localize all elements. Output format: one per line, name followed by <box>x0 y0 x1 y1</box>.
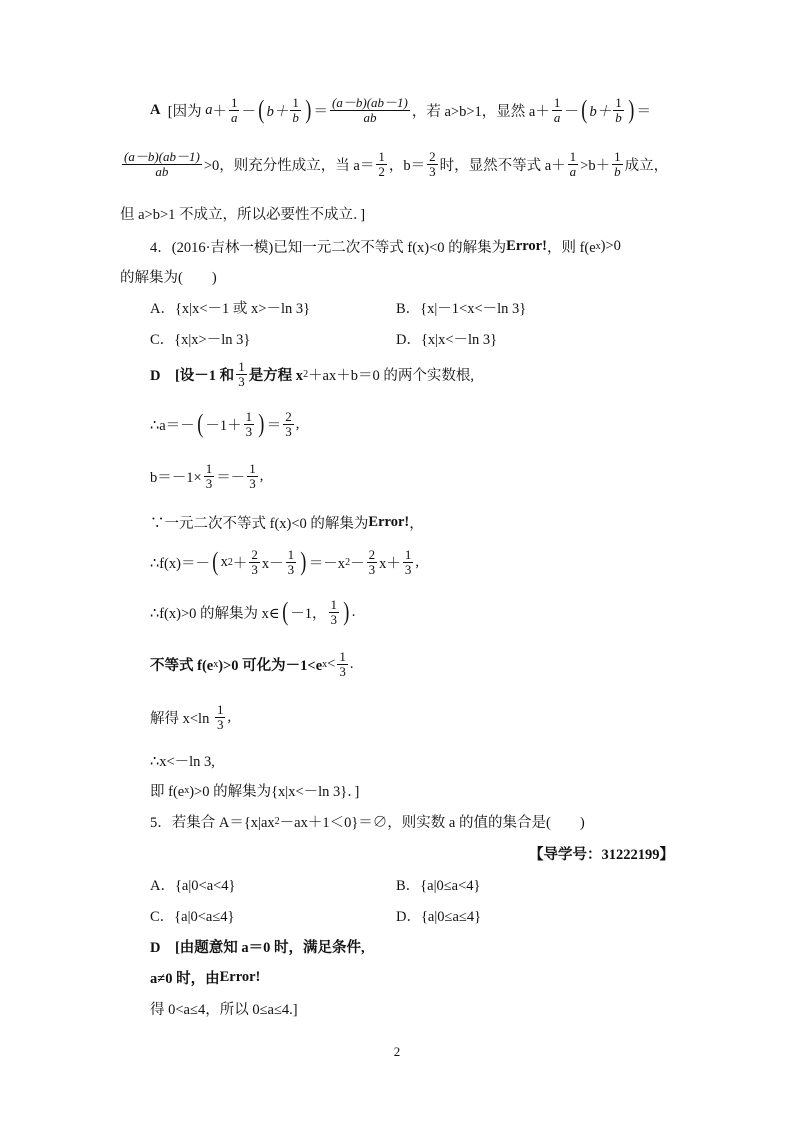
text: －ax＋1＜0}＝∅，则实数 a 的值的集合是( ) <box>279 815 585 831</box>
text: b＝－1× <box>150 469 202 486</box>
numerator: 1 <box>292 95 299 110</box>
solution4-line1 <box>150 360 474 388</box>
denominator: a <box>230 109 238 125</box>
superscript: x <box>595 241 601 252</box>
text: 即 f(e <box>150 784 185 800</box>
text: － <box>564 103 579 120</box>
answer-letter: A <box>150 101 161 118</box>
paren-right: ) <box>305 95 312 125</box>
text: , <box>227 708 232 725</box>
solution4-line3 <box>150 462 263 490</box>
text: 的解集为( ) <box>120 270 217 286</box>
solution4-line2 <box>150 410 299 438</box>
text: ＋ <box>232 555 248 572</box>
text: 【导学号：31222199】 <box>529 847 674 863</box>
option-c <box>150 328 250 349</box>
text: ＝ <box>313 103 329 120</box>
fraction <box>613 96 624 124</box>
denominator: 3 <box>245 423 253 439</box>
option-text: C．{x|x>－ln 3} <box>150 332 251 348</box>
text: 是方程 x <box>248 367 304 384</box>
numerator: 1 <box>230 95 238 110</box>
text: . <box>349 655 354 672</box>
denominator: 3 <box>285 423 292 439</box>
text: ∴f(x)>0 的解集为 x∈ <box>150 605 280 622</box>
text: ，若 a>b>1，显然 a <box>411 103 536 120</box>
solution5-line2 <box>150 967 260 988</box>
fraction <box>249 548 260 576</box>
superscript: 2 <box>345 556 351 568</box>
option-text: A．{a|0<a<4} <box>150 878 236 894</box>
text: ， <box>409 516 424 532</box>
fraction <box>337 650 348 678</box>
question4-stem2 <box>120 266 217 287</box>
fraction <box>283 410 294 438</box>
text: D [由题意知 a＝0 时，满足条件, <box>150 940 365 956</box>
text: 解得 x<ln <box>150 710 210 727</box>
denominator: 3 <box>287 561 295 577</box>
text: 4．(2016·吉林一模)已知一元二次不等式 f(x)<0 的解集为 <box>150 240 507 256</box>
superscript: x <box>213 658 219 670</box>
paren-left: ( <box>581 95 588 125</box>
fraction <box>367 548 378 576</box>
denominator: 3 <box>330 611 338 627</box>
question5-stem <box>150 811 585 832</box>
denominator: ab <box>363 109 377 125</box>
numerator: 1 <box>216 702 224 717</box>
numerator: 1 <box>378 149 385 164</box>
text: ，b＝ <box>388 157 426 174</box>
text: ，则 f(e <box>546 240 596 256</box>
denominator: 3 <box>404 561 412 577</box>
denominator: 3 <box>249 475 256 491</box>
text: － <box>241 103 256 120</box>
superscript: 2 <box>274 816 280 827</box>
option-text: C．{a|0<a≤4} <box>150 909 235 925</box>
answer3-line2 <box>120 150 668 178</box>
fraction <box>290 96 301 124</box>
denominator: 3 <box>238 373 245 389</box>
text: ＝ <box>636 103 651 120</box>
denominator: 3 <box>429 163 436 179</box>
solution4-line4 <box>150 512 424 533</box>
numerator: (a－b)(ab－1) <box>124 149 200 164</box>
answer3-line3 <box>120 203 365 224</box>
denominator: b <box>615 109 622 125</box>
text: ∵一元二次不等式 f(x)<0 的解集为 <box>150 516 369 532</box>
text: )>0 <box>600 238 621 254</box>
numerator: 1 <box>404 547 412 562</box>
option-text: A．{x|x<－1 或 x>－ln 3} <box>150 301 311 317</box>
solution4-line7 <box>150 650 353 678</box>
solution4-line9 <box>150 750 215 771</box>
text: ＋ <box>212 103 227 120</box>
text: 不等式 f(e <box>150 657 214 674</box>
text: a≠0 时，由 <box>150 971 220 987</box>
text: ∴a＝－ <box>150 417 195 434</box>
option-c <box>150 905 235 926</box>
numerator: 1 <box>615 95 622 110</box>
option-b <box>396 297 526 318</box>
text: . <box>351 603 356 620</box>
text: b＋ <box>589 103 612 120</box>
text: ＝ <box>266 417 282 434</box>
paren-right: ) <box>343 597 350 627</box>
denominator: b <box>292 109 299 125</box>
denominator: a <box>569 163 577 179</box>
page-number: 2 <box>393 1044 401 1059</box>
superscript: 2 <box>303 368 309 380</box>
text: 5．若集合 A＝{x|ax <box>150 815 275 831</box>
text: x <box>220 553 228 570</box>
text: a <box>205 101 213 118</box>
text: x－ <box>261 555 284 572</box>
option-a <box>150 297 310 318</box>
error-text: Error! <box>219 969 261 985</box>
text: )>0 的解集为{x|x<－ln 3}．] <box>189 784 360 800</box>
text: 得 0<a≤4，所以 0≤a≤4.] <box>150 1002 298 1018</box>
text: , <box>415 553 419 570</box>
text: － <box>350 555 365 572</box>
fraction <box>215 703 226 731</box>
question4-stem <box>150 236 621 257</box>
fraction <box>229 96 240 124</box>
text: < <box>327 655 336 672</box>
text: 但 a>b>1 不成立，所以必要性不成立．] <box>120 207 366 223</box>
superscript: 2 <box>227 556 233 568</box>
fraction <box>329 598 340 626</box>
superscript: x <box>322 658 328 670</box>
option-text: D．{a|0≤a≤4} <box>396 909 482 925</box>
numerator: 2 <box>251 547 258 562</box>
numerator: (a－b)(ab－1) <box>332 95 408 110</box>
numerator: 1 <box>614 149 621 164</box>
paren-right: ) <box>258 409 265 439</box>
denominator: 2 <box>378 163 385 179</box>
denominator: 3 <box>251 561 258 577</box>
denominator: b <box>614 163 621 179</box>
text: 时，显然不等式 a＋ <box>439 157 566 174</box>
fraction <box>236 360 247 388</box>
text: ＋ <box>535 103 550 120</box>
solution4-line5 <box>150 548 419 576</box>
solution4-line8 <box>150 703 231 731</box>
numerator: 1 <box>249 461 256 476</box>
superscript: x <box>184 785 190 796</box>
error-text: Error! <box>368 514 410 530</box>
text: >0，则充分性成立，当 a＝ <box>203 157 375 174</box>
fraction <box>403 548 414 576</box>
guide-number <box>529 843 674 864</box>
option-text: D．{x|x<－ln 3} <box>396 332 498 348</box>
text: ∴f(x)＝－ <box>150 555 210 572</box>
fraction <box>552 96 563 124</box>
text: 成立， <box>624 157 669 174</box>
numerator: 2 <box>285 409 292 424</box>
numerator: 2 <box>429 149 436 164</box>
fraction <box>612 150 623 178</box>
denominator: 3 <box>205 475 213 491</box>
numerator: 1 <box>569 149 577 164</box>
fraction <box>568 150 579 178</box>
fraction <box>427 150 438 178</box>
text: D [设－1 和 <box>150 367 235 384</box>
numerator: 1 <box>245 409 253 424</box>
paren-right: ) <box>300 547 307 577</box>
text: )>0 可化为－1<e <box>218 657 323 674</box>
option-d <box>396 905 481 926</box>
text: ＝－ <box>216 469 246 486</box>
text: , <box>259 467 264 484</box>
solution4-line6 <box>150 598 355 626</box>
fraction <box>330 96 410 124</box>
solution5-line1 <box>150 936 365 957</box>
numerator: 1 <box>339 649 346 664</box>
numerator: 1 <box>287 547 295 562</box>
text: x＋ <box>379 555 401 572</box>
option-a <box>150 874 236 895</box>
denominator: 3 <box>216 716 224 732</box>
fraction <box>122 150 202 178</box>
option-text: B．{a|0≤a<4} <box>396 878 481 894</box>
option-text: B．{x|－1<x<－ln 3} <box>396 301 527 317</box>
answer3-line1 <box>150 96 651 124</box>
denominator: 3 <box>339 663 346 679</box>
denominator: ab <box>155 163 169 179</box>
text: ＋ax＋b＝0 的两个实数根, <box>308 367 474 384</box>
paren-left: ( <box>196 409 204 439</box>
fraction <box>376 150 387 178</box>
text: ＝－x <box>308 555 346 572</box>
solution4-line10 <box>150 780 359 801</box>
text: ∴x<－ln 3, <box>150 754 215 770</box>
text: b＋ <box>266 103 289 120</box>
paren-left: ( <box>258 95 265 125</box>
numerator: 1 <box>330 597 338 612</box>
fraction <box>247 462 258 490</box>
text: －1＋ <box>205 417 242 434</box>
numerator: 1 <box>205 461 213 476</box>
numerator: 2 <box>368 547 376 562</box>
fraction <box>204 462 215 490</box>
numerator: 1 <box>553 95 561 110</box>
fraction <box>286 548 297 576</box>
denominator: 3 <box>368 561 376 577</box>
denominator: a <box>553 109 561 125</box>
error-text: Error! <box>506 238 547 254</box>
text: [因为 <box>167 103 202 120</box>
paren-right: ) <box>628 95 635 125</box>
paren-left: ( <box>281 597 288 627</box>
text: －1， <box>290 605 327 622</box>
fraction <box>244 410 255 438</box>
option-d <box>396 328 497 349</box>
paren-left: ( <box>212 547 219 577</box>
solution5-line3 <box>150 998 298 1019</box>
text: , <box>295 415 300 432</box>
text: >b＋ <box>580 157 611 174</box>
numerator: 1 <box>238 359 245 374</box>
option-b <box>396 874 481 895</box>
